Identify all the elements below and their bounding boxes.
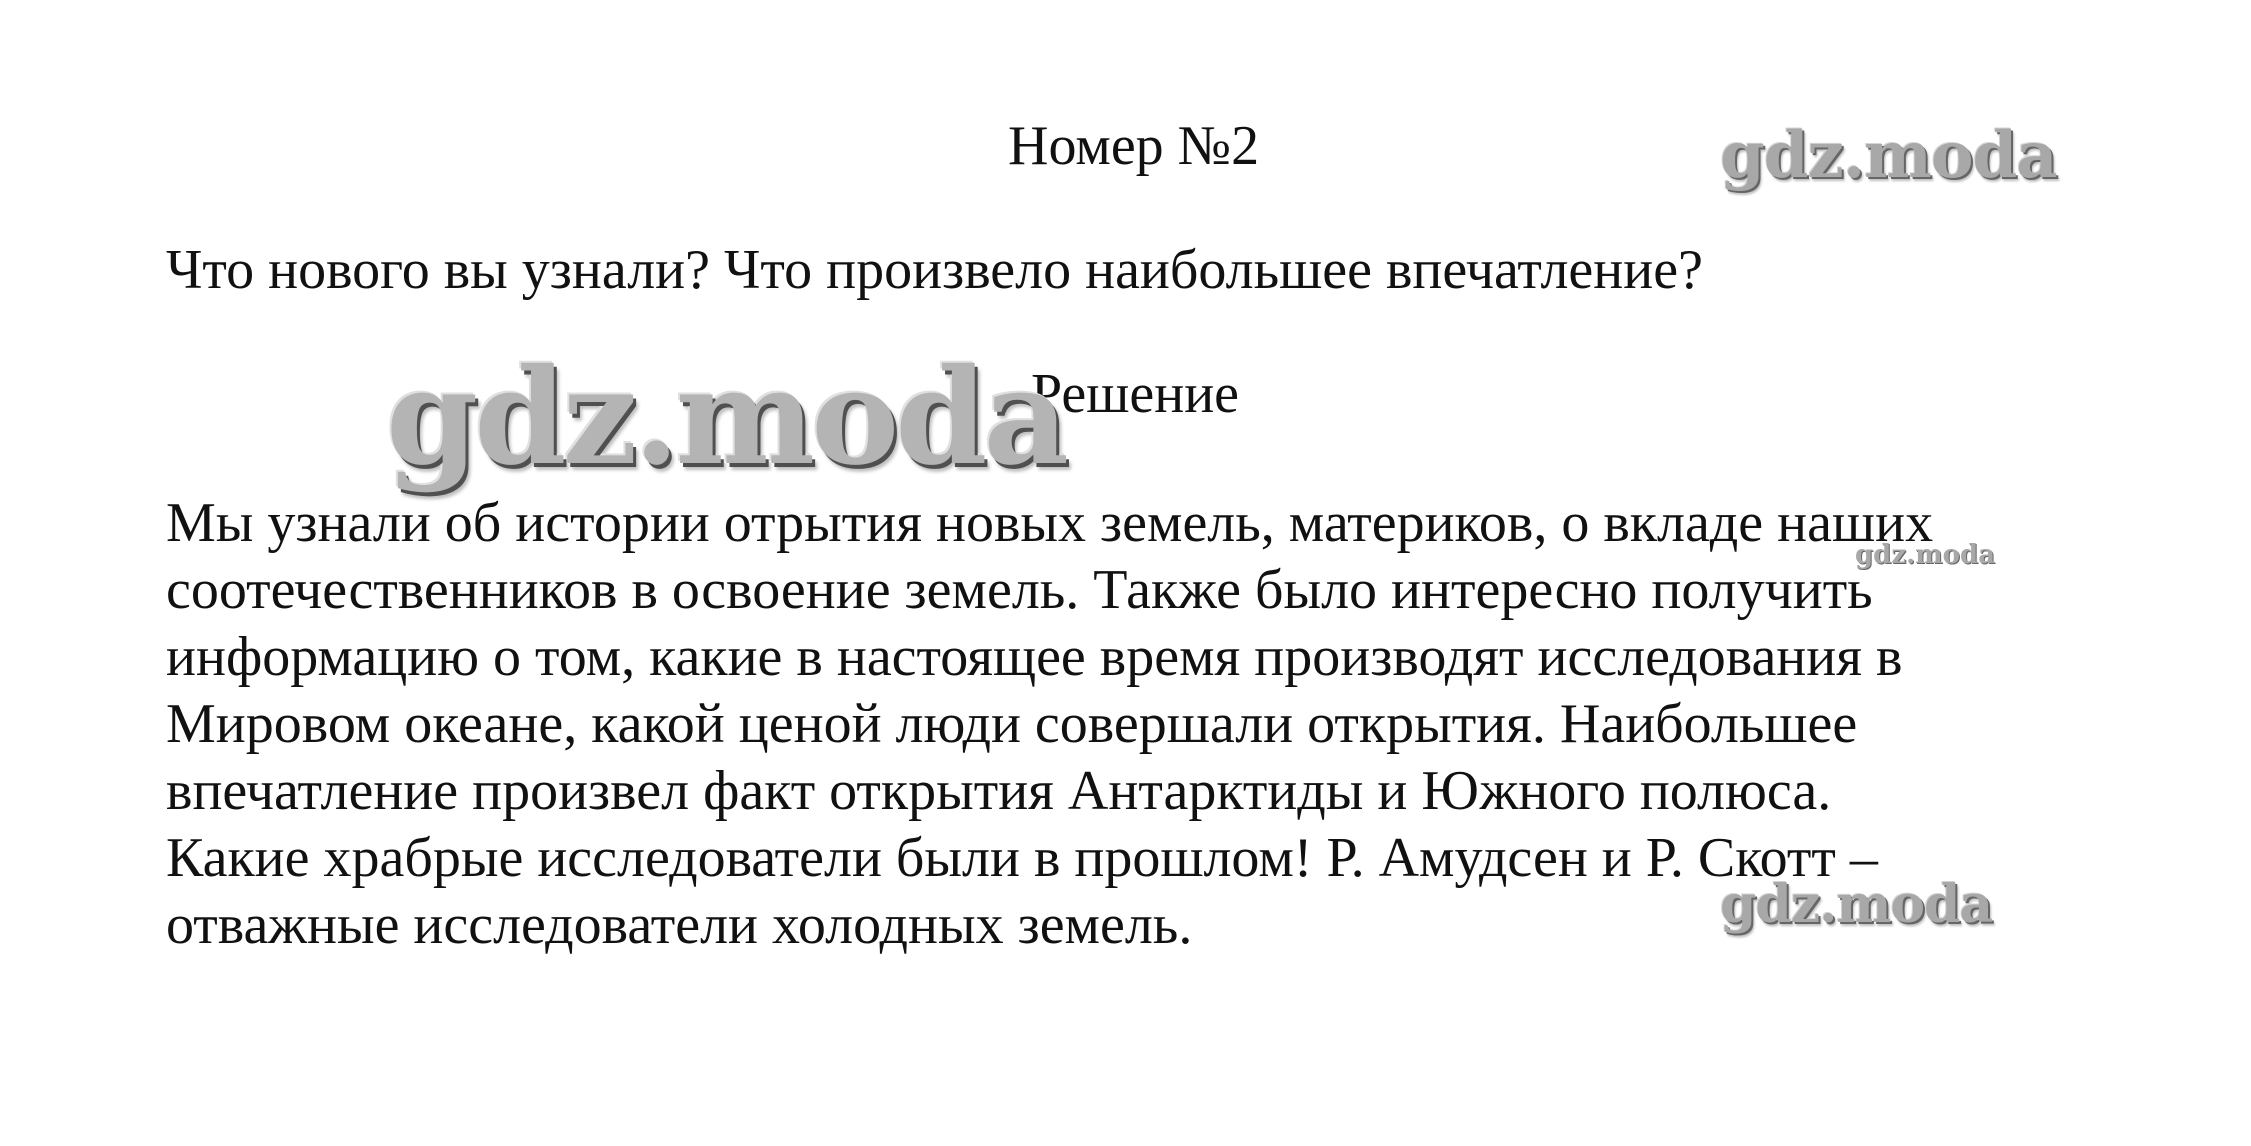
watermark-small: gdz.moda <box>1855 540 1996 570</box>
watermark-top: gdz.moda <box>1720 118 2057 193</box>
watermark-large: gdz.moda <box>386 340 1066 495</box>
answer-line: Мировом океане, какой ценой люди совершали открытия. Наибольшее <box>166 693 1858 755</box>
answer-line: информацию о том, какие в настоящее время производят исследования в <box>166 626 1903 688</box>
solution-heading: Решение <box>1031 363 1240 425</box>
answer-line: отважные исследователи холодных земель. <box>166 894 1193 956</box>
answer-line: Какие храбрые исследователи были в прошлом! Р. Амудсен и Р. Скотт – <box>166 827 1878 889</box>
page-title: Номер №2 <box>1008 115 1260 177</box>
watermark-bottom: gdz.moda <box>1720 874 1993 935</box>
answer-line: впечатление произвел факт открытия Антарктиды и Южного полюса. <box>166 760 1832 822</box>
question-text: Что нового вы узнали? Что произвело наибольшее впечатление? <box>166 239 1703 301</box>
answer-line: соотечественников в освоение земель. Также было интересно получить <box>166 559 1873 621</box>
answer-line: Мы узнали об истории отрытия новых земель, материков, о вкладе наших <box>166 492 1934 554</box>
